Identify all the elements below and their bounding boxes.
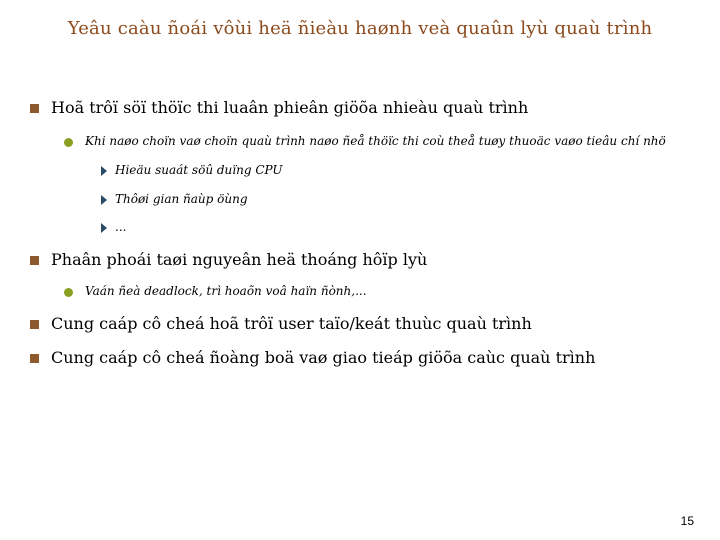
triangle-bullet-icon xyxy=(101,195,107,205)
sub-sub-bullet-text: Hieäu suaát söû duïng CPU xyxy=(115,163,283,177)
triangle-bullet-icon xyxy=(101,166,107,176)
square-bullet-icon xyxy=(30,354,39,363)
bullet-text: Cung caáp cô cheá ñoàng boä vaø giao tieáp giöõa caùc quaù trình xyxy=(51,348,596,367)
circle-bullet-icon xyxy=(64,138,73,147)
bullet-text: Cung caáp cô cheá hoã trôï user taïo/keát thuùc quaù trình xyxy=(51,314,532,333)
square-bullet-icon xyxy=(30,104,39,113)
sub-bullet-text: Khi naøo choïn vaø choïn quaù trình naøo ñeå thöïc thi coù theå tuøy thuoäc vaøo tieâu chí nhö xyxy=(85,134,666,148)
sub-bullet-text: Vaán ñeà deadlock, trì hoaõn voâ haïn ñònh,... xyxy=(85,284,367,298)
bullet-text: Hoã trôï söï thöïc thi luaân phieân giöõa nhieàu quaù trình xyxy=(51,98,529,117)
sub-sub-bullet-text: ... xyxy=(115,220,127,234)
slide-title: Yeâu caàu ñoái vôùi heä ñieàu haønh veà quaûn lyù quaù trình xyxy=(67,18,653,39)
square-bullet-icon xyxy=(30,320,39,329)
circle-bullet-icon xyxy=(64,288,73,297)
triangle-bullet-icon xyxy=(101,223,107,233)
sub-sub-bullet-text: Thôøi gian ñaùp öùng xyxy=(115,192,248,206)
page-number: 15 xyxy=(680,514,694,528)
square-bullet-icon xyxy=(30,256,39,265)
bullet-text: Phaân phoái taøi nguyeân heä thoáng hôïp lyù xyxy=(51,250,428,269)
